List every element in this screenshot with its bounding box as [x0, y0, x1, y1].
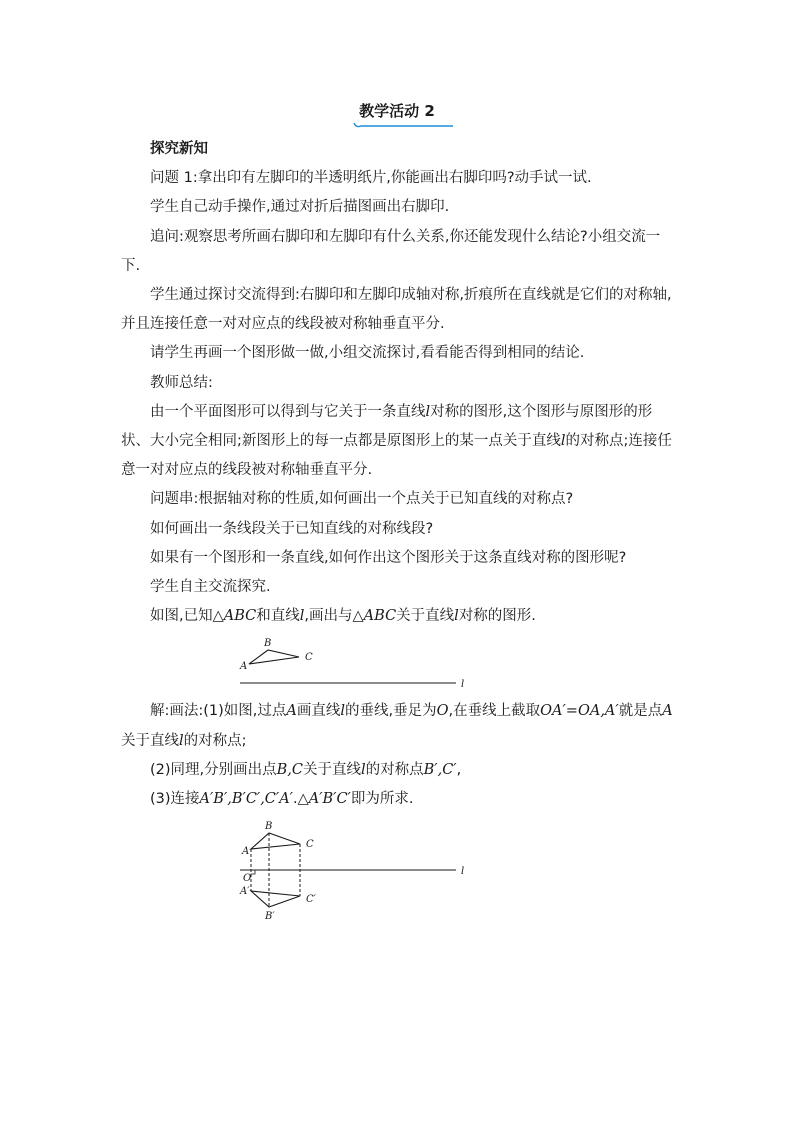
summary-text-1: 由一个平面图形可以得到与它关于一条直线	[150, 403, 426, 420]
label-B-prime: B′	[265, 911, 275, 923]
step3-text-2: .△	[292, 791, 309, 808]
var-abc: ABC	[223, 608, 257, 625]
paragraph-redraw: 请学生再画一个图形做一做,小组交流探讨,看看能否得到相同的结论.	[150, 345, 585, 362]
var-triangle: A′B′C′	[308, 791, 351, 808]
label-C: C	[305, 652, 313, 664]
step1-text-5: 就是点	[618, 703, 663, 720]
var-A: A	[286, 703, 297, 720]
var-abc: ABC	[363, 608, 397, 625]
title-underline-decoration	[353, 121, 453, 129]
activity-title-text: 教学活动 2	[359, 102, 435, 120]
var-A: A	[662, 703, 673, 720]
paragraph-example	[121, 602, 674, 631]
paragraph-discussion-result: 学生通过探讨交流得到:右脚印和左脚印成轴对称,折痕所在直线就是它们的对称轴,并且连接任意一对对应点的线段被对称轴垂直平分.	[121, 287, 672, 333]
example-text-1: 如图,已知△	[150, 608, 224, 625]
var-l: l	[179, 732, 184, 749]
var-BC: B,C	[276, 761, 304, 778]
paragraph-solution-step-3	[121, 785, 674, 814]
example-text-3: ,画出与△	[304, 608, 364, 625]
label-l: l	[461, 679, 465, 691]
summary-text-3: 的对称点;连接任意一对对应点的线段被对称轴垂直平分.	[121, 433, 672, 479]
var-BpCp: B′,C′	[423, 761, 457, 778]
figure-reflection-construction	[121, 814, 674, 932]
step3-text-1: (3)连接	[150, 791, 200, 808]
paragraph-teacher-summary-label: 教师总结:	[150, 374, 213, 391]
activity-title	[353, 100, 441, 124]
var-l: l	[299, 608, 305, 625]
label-l: l	[461, 866, 465, 878]
step2-text-4: ,	[456, 761, 462, 778]
example-text-2: 和直线	[256, 608, 300, 625]
paragraph-solution-step-2	[121, 756, 674, 785]
step2-text-1: (2)同理,分别画出点	[150, 761, 277, 778]
triangle-a-prime-b-prime-c-prime	[251, 891, 300, 907]
step1-text-2: 画直线	[296, 703, 341, 720]
step2-text-2: 关于直线	[303, 761, 362, 778]
paragraph-question-1: 问题 1:拿出印有左脚印的半透明纸片,你能画出右脚印吗?动手试一试.	[150, 170, 592, 187]
label-A: A	[240, 661, 248, 673]
label-A-prime: A′	[240, 886, 250, 898]
section-heading: 探究新知	[150, 141, 208, 157]
step1-text-6: 关于直线	[121, 732, 179, 749]
var-equation: OA′=OA,A′	[540, 703, 619, 720]
example-text-5: 对称的图形.	[458, 608, 536, 625]
var-l: l	[425, 403, 431, 420]
figure-triangle-and-line	[121, 631, 674, 697]
label-B: B	[264, 638, 272, 650]
var-segments: A′B′,B′C′,C′A′	[199, 791, 293, 808]
step1-text-7: 的对称点;	[183, 732, 247, 749]
paragraph-solution-step-1	[121, 697, 674, 755]
triangle-abc	[251, 833, 300, 849]
paragraph-summary	[121, 398, 674, 486]
triangle-abc	[249, 650, 299, 664]
var-l: l	[361, 761, 366, 778]
var-O: O	[436, 703, 449, 720]
var-l: l	[454, 608, 459, 625]
label-A: A	[242, 846, 250, 858]
var-l: l	[340, 703, 346, 720]
paragraph-question-series: 问题串:根据轴对称的性质,如何画出一个点关于已知直线的对称点?	[150, 491, 574, 508]
paragraph-segment-question: 如何画出一条线段关于已知直线的对称线段?	[150, 520, 434, 537]
var-l: l	[560, 433, 566, 450]
paragraph-figure-question: 如果有一个图形和一条直线,如何作出这个图形关于这条直线对称的图形呢?	[150, 549, 627, 566]
right-angle-mark	[251, 870, 255, 874]
label-C: C	[306, 839, 314, 851]
example-text-4: 关于直线	[396, 608, 455, 625]
step1-text-1: 解:画法:(1)如图,过点	[150, 703, 287, 720]
title-container	[0, 100, 794, 124]
label-B: B	[265, 821, 273, 833]
step3-text-3: 即为所求.	[350, 791, 414, 808]
step2-text-3: 的对称点	[365, 761, 424, 778]
label-O: O	[243, 873, 252, 885]
paragraph-student-operation: 学生自己动手操作,通过对折后描图画出右脚印.	[150, 199, 450, 216]
paragraph-follow-up: 追问:观察思考所画右脚印和左脚印有什么关系,你还能发现什么结论?小组交流一下.	[121, 228, 661, 274]
summary-text-2: 对称的图形,这个图形与原图形的形状、大小完全相同;新图形上的每一点都是原图形上的某一点关于直线	[121, 403, 653, 450]
main-content	[121, 135, 674, 932]
step1-text-4: ,在垂线上截取	[448, 703, 541, 720]
step1-text-3: 的垂线,垂足为	[345, 703, 437, 720]
paragraph-self-explore: 学生自主交流探究.	[150, 579, 271, 596]
label-C-prime: C′	[306, 894, 316, 906]
